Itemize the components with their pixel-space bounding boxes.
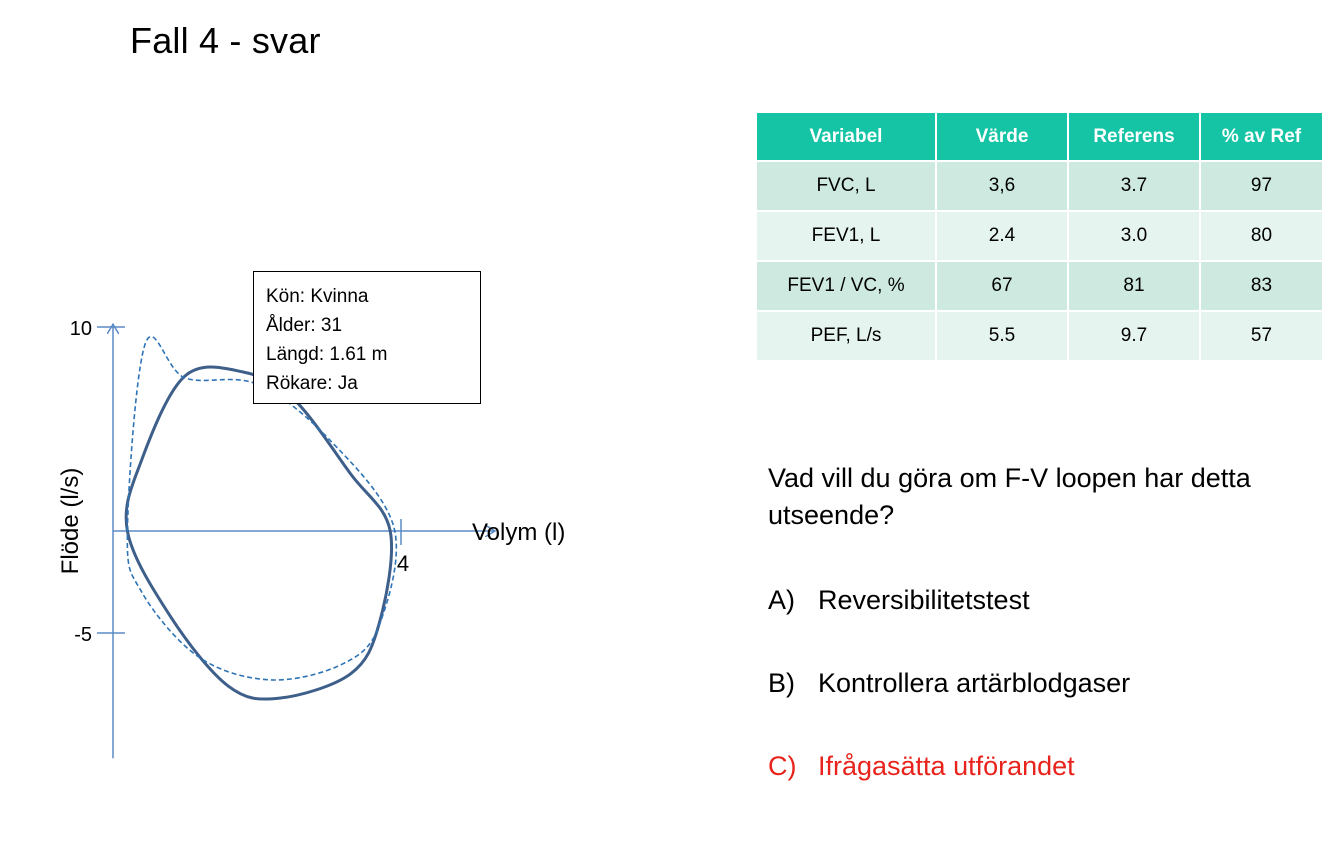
- cell-value: 3,6: [936, 161, 1068, 211]
- option-a-text: Reversibilitetstest: [818, 585, 1030, 615]
- option-c-label: C): [768, 751, 797, 781]
- option-c-text: Ifrågasätta utförandet: [818, 751, 1075, 781]
- cell-percent: 83: [1200, 261, 1323, 311]
- patient-height: Längd: 1.61 m: [266, 344, 388, 365]
- patient-info-box: [253, 271, 481, 404]
- cell-percent: 57: [1200, 311, 1323, 361]
- option-c[interactable]: [768, 751, 1075, 782]
- x-axis-label: Volym (l): [472, 519, 566, 546]
- option-a[interactable]: [768, 585, 1030, 616]
- y-tick-label: 10: [69, 318, 92, 340]
- y-axis-label: Flöde (l/s): [57, 467, 84, 575]
- cell-reference: 3.0: [1068, 211, 1200, 261]
- table-header-row: [756, 112, 1323, 161]
- cell-value: 67: [936, 261, 1068, 311]
- cell-reference: 3.7: [1068, 161, 1200, 211]
- y-tick-label: -5: [74, 624, 92, 646]
- cell-variable: FVC, L: [756, 161, 936, 211]
- option-b-label: B): [768, 668, 795, 698]
- cell-reference: 9.7: [1068, 311, 1200, 361]
- header-variable: Variabel: [756, 112, 936, 161]
- cell-value: 5.5: [936, 311, 1068, 361]
- cell-variable: PEF, L/s: [756, 311, 936, 361]
- table-row: [756, 211, 1323, 261]
- question-text: Vad vill du göra om F-V loopen har detta utseende?: [768, 463, 1251, 530]
- header-reference: Referens: [1068, 112, 1200, 161]
- cell-variable: FEV1 / VC, %: [756, 261, 936, 311]
- patient-sex: Kön: Kvinna: [266, 286, 369, 307]
- header-value: Värde: [936, 112, 1068, 161]
- cell-percent: 80: [1200, 211, 1323, 261]
- option-b-text: Kontrollera artärblodgaser: [818, 668, 1131, 698]
- cell-reference: 81: [1068, 261, 1200, 311]
- option-b[interactable]: [768, 668, 1130, 699]
- table-row: [756, 261, 1323, 311]
- x-tick-label: 4: [396, 551, 410, 576]
- cell-percent: 97: [1200, 161, 1323, 211]
- patient-age: Ålder: 31: [266, 315, 343, 336]
- patient-smoker: Rökare: Ja: [266, 373, 358, 394]
- option-a-label: A): [768, 585, 795, 615]
- cell-variable: FEV1, L: [756, 211, 936, 261]
- spirometry-table: [755, 111, 1324, 362]
- cell-value: 2.4: [936, 211, 1068, 261]
- table-row: [756, 311, 1323, 361]
- slide-title: Fall 4 - svar: [130, 20, 321, 61]
- header-percent-ref: % av Ref: [1200, 112, 1323, 161]
- series-patient: [126, 367, 391, 699]
- table-row: [756, 161, 1323, 211]
